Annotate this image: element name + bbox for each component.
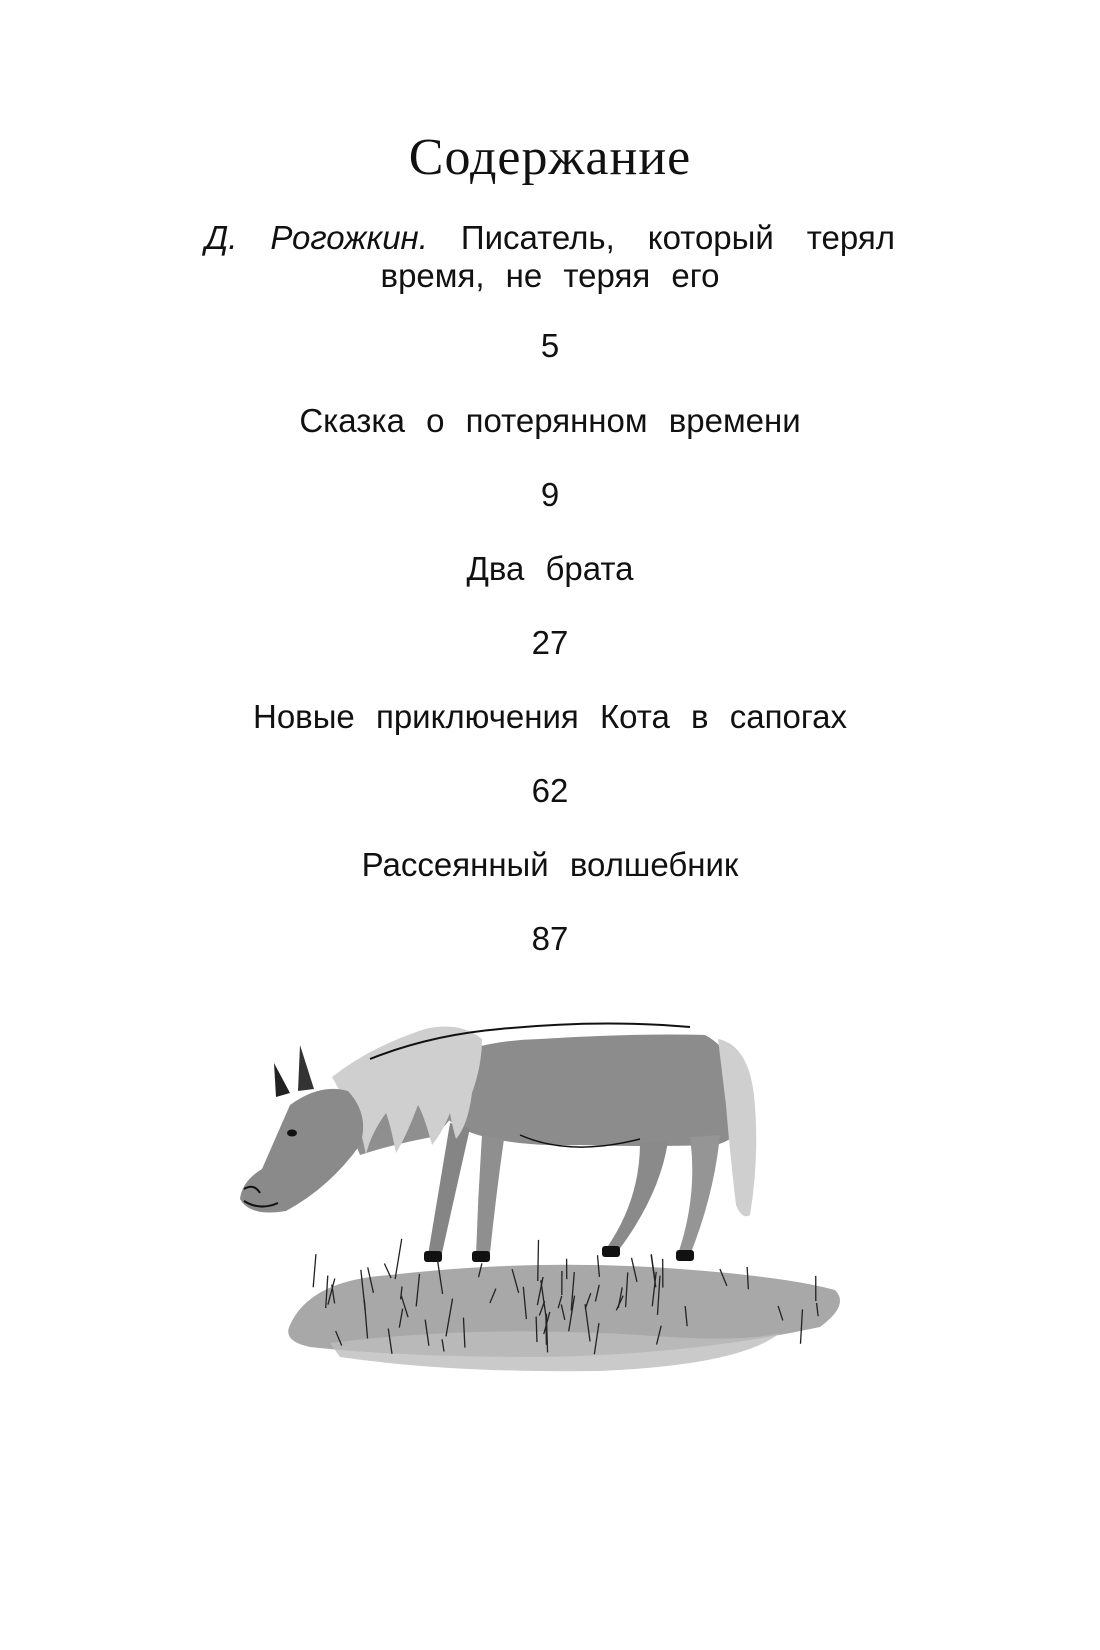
toc-title: Сказка о потерянном времени	[299, 402, 801, 439]
toc-title-line: время, не теряя его	[380, 257, 720, 294]
toc-page-number: 5	[540, 327, 560, 364]
toc-page-number: 87	[531, 920, 569, 957]
toc-page-number: 62	[531, 772, 569, 809]
page-title: Содержание	[408, 129, 692, 186]
toc-entry[interactable]	[0, 550, 1100, 588]
horse-drawing	[240, 1023, 840, 1371]
toc-title: Рассеянный волшебник	[361, 846, 739, 883]
horse-hoof	[602, 1246, 620, 1257]
toc-entry[interactable]	[0, 402, 1100, 440]
toc-author: Д. Рогожкин.	[205, 219, 428, 256]
horse-leg	[606, 1141, 668, 1251]
toc-entry[interactable]	[0, 846, 1100, 884]
toc-entry-preface[interactable]	[0, 219, 1100, 295]
horse-leg	[428, 1123, 470, 1255]
grass-blade	[313, 1254, 316, 1287]
horse-hoof	[424, 1251, 442, 1262]
grass-blade	[538, 1240, 539, 1281]
toc-entry[interactable]	[0, 698, 1100, 736]
horse-hoof	[676, 1250, 694, 1261]
horse-hoof	[472, 1251, 490, 1262]
toc-page-number: 9	[540, 476, 560, 513]
toc-title: Два брата	[466, 550, 634, 587]
toc-title-line: Писатель, который терял	[460, 219, 896, 256]
grass-blade	[536, 1317, 537, 1343]
horse-leg	[678, 1135, 720, 1255]
horse-ear	[274, 1063, 290, 1097]
grazing-horse-illustration	[220, 1005, 900, 1425]
toc-title: Новые приключения Кота в сапогах	[253, 698, 847, 735]
toc-page-number: 27	[531, 624, 569, 661]
horse-ear	[298, 1045, 314, 1091]
grass-blade	[395, 1239, 402, 1279]
horse-leg	[476, 1135, 504, 1255]
horse-eye	[287, 1130, 297, 1137]
horse-head	[240, 1089, 363, 1213]
